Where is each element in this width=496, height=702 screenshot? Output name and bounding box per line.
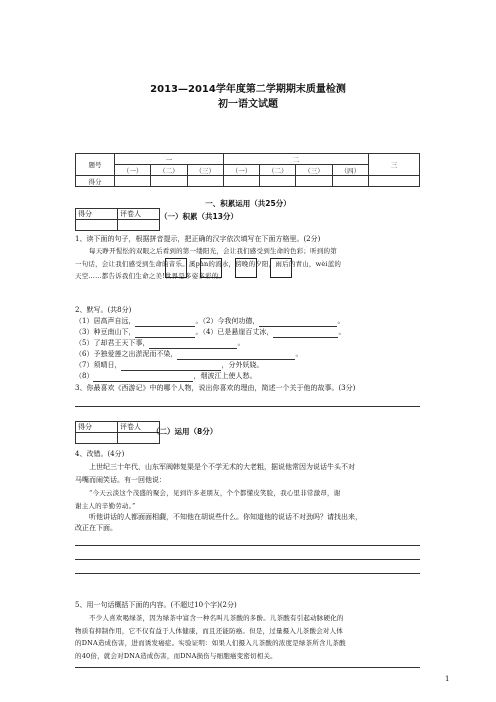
score-header-tihao: 题号 [76, 154, 115, 176]
q4-line: “今天云淡这个茂盛的聚会，见到许多老朋友，个个都懂皮笑脸，我心里非常激昂，谢 [89, 489, 341, 497]
answer-line[interactable] [75, 545, 420, 546]
q2-text: ，分外妖娆。 [221, 361, 264, 369]
answer-line[interactable] [75, 559, 420, 560]
q2-text: （8） [75, 372, 94, 380]
q2-prompt: 2、默写。(共8分) [75, 306, 132, 314]
q4-line: 上世纪三十年代，山东军阀韩复渠是个不学无术的大老粗，据说他常因为说话牛头不对 [89, 463, 355, 471]
pingjuanren-label: 评卷人 [118, 209, 160, 220]
section1-subtitle: （一）积累（共13分） [160, 212, 238, 221]
q2-text: （3）种豆南山下， [75, 328, 136, 336]
score-cell[interactable] [223, 176, 259, 187]
section2-subtitle: （二）运用（8分） [152, 427, 218, 436]
q1-line: 一句话，会让我们感受到生命的音乐。溪pàn的流水，傍晚的夕阳，雨后的青山，wèi蓝的 [75, 259, 342, 268]
score-row-defen: 得分 [76, 176, 115, 187]
grader-box-1 [75, 208, 160, 231]
pingjuanren-label: 评卷人 [118, 422, 160, 433]
score-sub: （四） [332, 165, 368, 176]
score-cell[interactable] [115, 176, 151, 187]
q1-line: 每天睁开惺忪的双眼之后看到的第一缕阳光，会让我们感受到生命的色彩；听到的第 [89, 247, 337, 255]
q2-line [75, 338, 244, 349]
score-cell[interactable] [369, 176, 420, 187]
answer-box[interactable] [200, 258, 222, 278]
page-number: 1 [445, 675, 450, 683]
q2-text: （5）了却君王天下事， [75, 339, 150, 347]
score-group-2: 二 [223, 154, 368, 165]
score-cell[interactable] [187, 176, 223, 187]
q2-text: 。 [237, 339, 245, 347]
q2-text: 。 [295, 350, 303, 358]
q2-text: 。（4）已是悬崖百丈冰， [195, 328, 274, 336]
score-table [75, 153, 420, 187]
score-cell[interactable] [296, 176, 332, 187]
answer-line[interactable] [75, 406, 420, 407]
score-sub: （三） [296, 165, 332, 176]
score-sub: （一） [223, 165, 259, 176]
defen-label: 得分 [76, 209, 118, 220]
answer-box[interactable] [235, 258, 257, 278]
q3-prompt: 3、你最喜欢《西游记》中的哪个人物，说出你喜欢的理由，简述一个关于他的故事。(3分) [75, 384, 356, 392]
q2-line [75, 360, 263, 371]
score-sub: （二） [260, 165, 296, 176]
q2-line [75, 327, 345, 338]
q2-text: 。（2）今我何功德， [195, 317, 260, 325]
defen-cell[interactable] [76, 433, 118, 444]
q4-quote [75, 487, 420, 512]
q4-line: 马嘴而闹笑话。有一回他说： [75, 476, 166, 484]
q4-passage [75, 512, 420, 534]
q2-text: 。 [338, 328, 346, 336]
score-sub: （三） [187, 165, 223, 176]
score-cell[interactable] [151, 176, 187, 187]
blank[interactable] [135, 318, 195, 327]
score-group-3: 三 [369, 154, 420, 176]
blank[interactable] [121, 362, 221, 371]
blank[interactable] [177, 351, 295, 360]
q2-line [75, 371, 256, 382]
section1-title: 一、积累运用（共25分） [205, 199, 291, 208]
q1-prompt: 1、读下面的句子，根据拼音提示，把正确的汉字依次填写在下面方格里。(2分) [75, 235, 321, 243]
blank[interactable] [273, 329, 338, 338]
blank[interactable] [93, 373, 193, 382]
blank[interactable] [149, 340, 237, 349]
blank[interactable] [135, 329, 195, 338]
q2-text: （7）须晴日， [75, 361, 122, 369]
score-group-1: 一 [115, 154, 224, 165]
q2-text: ，烟波江上使人愁。 [193, 372, 257, 380]
q4-passage [75, 462, 420, 486]
q1-line: 天空……都告诉我们生命之美!世界是多姿多彩的。 [75, 272, 226, 280]
score-cell[interactable] [332, 176, 368, 187]
q2-line [75, 349, 302, 360]
q5-line: 的40倍，就会对DNA造成伤害，而DNA损伤与细胞癌变密切相关。 [75, 651, 277, 660]
q5-passage [75, 612, 420, 662]
answer-box[interactable] [165, 258, 187, 278]
answer-line[interactable] [75, 573, 420, 574]
blank[interactable] [259, 318, 337, 327]
score-sub: （二） [151, 165, 187, 176]
q4-line: 改正在下面。 [75, 524, 117, 532]
q5-line: 不少人喜欢喝绿茶，因为绿茶中富含一种名叫儿茶酸的多酚。儿茶酸有引起动脉硬化的 [89, 614, 344, 622]
q5-line: 物质有抑制作用，它不仅有益于人体健康，而且还能防癌。但是，过量摄入儿茶酸会对人体 [75, 626, 343, 635]
q5-prompt: 5、用一句话概括下面的内容。(不超过10个字)(2分) [75, 601, 237, 609]
q5-line: 的DNA造成伤害，进而诱发癌症。实验证明：如果人们摄入儿茶酸的浓度是绿茶所含儿茶酸 [75, 639, 346, 647]
answer-line[interactable] [75, 667, 420, 668]
q2-text: 。 [337, 317, 345, 325]
score-sub: （一） [115, 165, 151, 176]
defen-label: 得分 [76, 422, 118, 433]
q2-text: （1）居高声自远， [75, 317, 136, 325]
q4-line: 谢主人的辛勤劳动。” [75, 501, 136, 510]
grader-box-2 [75, 421, 160, 444]
q2-text: （6）予独爱莲之出淤泥而不染， [75, 350, 178, 358]
q4-line: 听他讲话的人都面面相觑，不知他在胡说些什么。你知道他的说话不对劲吗？请找出来， [89, 513, 362, 521]
q2-line [75, 316, 344, 327]
answer-box[interactable] [270, 258, 292, 278]
exam-title: 2013—2014学年度第二学期期末质量检测 [150, 84, 346, 95]
defen-cell[interactable] [76, 220, 118, 231]
score-cell[interactable] [260, 176, 296, 187]
exam-subtitle: 初一语文试题 [218, 99, 278, 110]
pingjuanren-cell[interactable] [118, 220, 160, 231]
q4-prompt: 4、改错。(4分) [75, 450, 125, 458]
